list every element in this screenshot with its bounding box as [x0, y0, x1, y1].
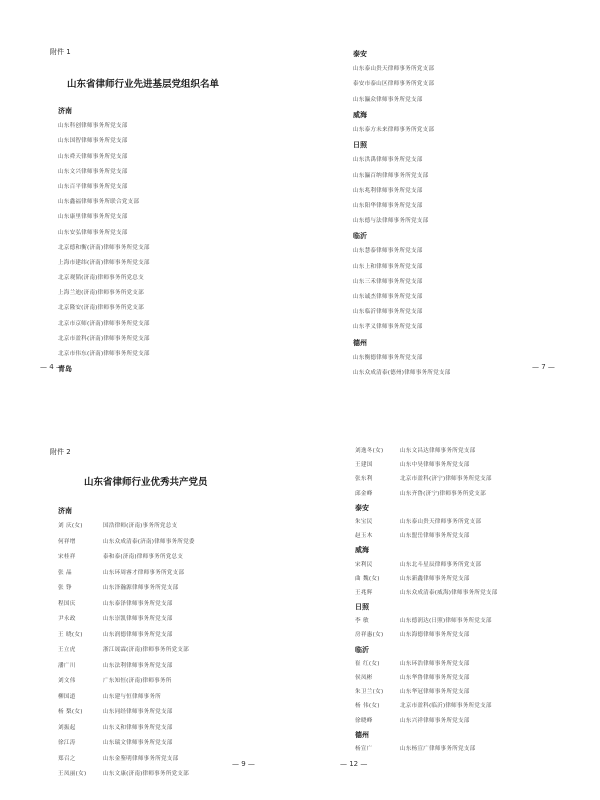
org-item: 山东瀛百纳律师事务所党支部 [353, 172, 429, 179]
member-name: 朱宝民 [355, 518, 373, 525]
member-row [355, 515, 497, 529]
org-list [353, 47, 450, 381]
org-item: 北京市伟东(济南)律师事务所党支部 [58, 351, 150, 357]
org-item: 山东瀛众律师事务所党支部 [353, 96, 423, 103]
member-org: 山东北斗星辰律师事务所党支部 [400, 561, 482, 568]
member-row [355, 742, 497, 756]
member-row [58, 597, 195, 613]
member-row [58, 705, 195, 721]
member-org: 山东瑞文律师事务所党支部 [103, 740, 173, 747]
member-row [355, 586, 497, 600]
page-title: 山东省律师行业先进基层党组织名单 [67, 79, 220, 90]
member-org: 山东润德律师事务所党支部 [103, 631, 173, 638]
member-row [355, 572, 497, 586]
member-org: 山东众成清泰(威海)律师事务所党支部 [400, 589, 498, 596]
attachment-label: 附件 1 [50, 48, 71, 56]
page-9 [0, 400, 300, 800]
member-row [58, 550, 195, 566]
member-name: 邱金峰 [355, 490, 373, 497]
member-row [58, 535, 195, 551]
attachment-label: 附件 2 [50, 448, 71, 456]
org-item: 山东兆利律师事务所党支部 [353, 187, 423, 194]
org-item: 山东三禾律师事务所党支部 [353, 278, 423, 285]
member-name: 王 晓(女) [58, 631, 83, 638]
page-number: — 4 — [40, 363, 63, 371]
member-name: 李 敏 [355, 618, 369, 625]
member-name: 何祥增 [58, 538, 76, 545]
region-heading: 日照 [353, 141, 367, 150]
org-item: 山东德与法律师事务所党支部 [353, 218, 429, 225]
member-org: 泰和泰(济南)律师事务所党总支 [103, 554, 184, 561]
member-list [58, 504, 195, 783]
member-org: 国浩律师(济南)事务所党总支 [103, 523, 178, 530]
member-org: 山东金鉴明律师事务所党支部 [103, 755, 179, 762]
member-org: 山东齐鲁(济宁)律师事务所党支部 [400, 490, 486, 497]
member-row [58, 566, 195, 582]
org-item: 山东临沂律师事务所党支部 [353, 309, 423, 316]
member-org: 山东华鲁律师事务所党支部 [400, 675, 470, 681]
member-name: 宋利民 [355, 561, 373, 568]
org-item: 上海兰迪(济南)律师事务所党支部 [58, 290, 144, 297]
member-row [58, 721, 195, 737]
member-org: 北京市盈科(临沂)律师事务所党支部 [400, 703, 492, 710]
member-org: 山东文康(济南)律师事务所党支部 [103, 771, 189, 778]
member-row [58, 612, 195, 628]
member-name: 潘广川 [58, 662, 76, 669]
member-org: 山东众成清泰(济南)律师事务所党委 [103, 538, 195, 545]
page-title: 山东省律师行业优秀共产党员 [84, 477, 208, 488]
org-item: 泰安市泰山区律师事务所党支部 [353, 81, 435, 88]
member-row [355, 529, 497, 543]
region-heading: 泰安 [355, 503, 369, 512]
member-org: 广东知恒(济南)律师事务所 [103, 678, 172, 685]
org-item: 山东百平律师事务所党支部 [58, 183, 128, 190]
region-heading: 德州 [353, 338, 367, 347]
member-row [58, 736, 195, 752]
org-item: 山东文兴律师事务所党支部 [58, 168, 128, 175]
page-number: — 7 — [532, 363, 555, 371]
org-item: 山东泰方未来律师事务所党支部 [353, 126, 435, 133]
member-org: 山东泰山贵天律师事务所党支部 [400, 518, 482, 525]
member-org: 山东义和律师事务所党支部 [103, 724, 173, 731]
org-item: 山东慧泰律师事务所党支部 [353, 248, 423, 255]
member-row [355, 558, 497, 572]
org-item: 山东安弘律师事务所党支部 [58, 229, 128, 236]
org-item: 北京观韬(济南)律师事务所党总支 [58, 275, 144, 282]
member-org: 山东环浩律师事务所党支部 [400, 660, 470, 667]
region-heading: 泰安 [353, 50, 367, 58]
member-name: 郑召之 [58, 755, 76, 762]
member-org: 山东文昌达律师事务所党支部 [400, 448, 476, 454]
member-row [355, 628, 497, 642]
member-name: 王立虎 [58, 647, 76, 654]
org-item: 上海市建纬(济南)律师事务所党支部 [58, 259, 150, 266]
member-name: 房祥惠(女) [355, 632, 384, 639]
page-12 [300, 400, 600, 800]
org-item: 山东国智律师事务所党支部 [58, 138, 128, 145]
region-heading: 日照 [355, 603, 369, 612]
member-row [58, 628, 195, 644]
region-heading: 临沂 [355, 645, 369, 654]
org-item: 北京市盈科(济南)律师事务所党支部 [58, 335, 150, 342]
member-org: 山东法利律师事务所党支部 [103, 662, 173, 669]
member-name: 王兆辉 [355, 589, 373, 596]
org-item: 山东泰山贵天律师事务所党支部 [353, 66, 435, 73]
member-name: 崔 红(女) [355, 660, 380, 667]
member-row [58, 674, 195, 690]
member-row [58, 581, 195, 597]
member-row [58, 643, 195, 659]
member-name: 柳国道 [58, 693, 76, 700]
region-heading: 临沂 [353, 232, 367, 241]
member-name: 刘逸冬(女) [355, 448, 384, 454]
member-name: 张东利 [355, 476, 373, 483]
member-row [355, 458, 497, 472]
member-name: 徐江涛 [58, 740, 76, 747]
region-heading: 青岛 [58, 365, 72, 374]
member-row [355, 614, 497, 628]
member-name: 程国庆 [58, 600, 76, 607]
page-number: — 12 — [340, 760, 368, 768]
org-item: 山东众成清泰(德州)律师事务所党支部 [353, 369, 451, 376]
org-item: 北京德和衡(济南)律师事务所党支部 [58, 244, 150, 251]
org-item: 山东阳华律师事务所党支部 [353, 202, 423, 209]
member-row [355, 444, 497, 458]
member-org: 山东建与恒律师事务所 [103, 693, 161, 700]
member-org: 山东兴祥律师事务所党支部 [400, 717, 470, 724]
org-item: 山东诚杰律师事务所党支部 [353, 294, 423, 300]
member-org: 山东杨宣广律师事务所党支部 [400, 745, 476, 752]
page-7 [300, 0, 600, 400]
member-row [58, 767, 195, 783]
member-org: 山东泽瀚源律师事务所党支部 [103, 585, 179, 592]
member-row [355, 657, 497, 671]
member-org: 山东德润达(日照)律师事务所党支部 [400, 618, 492, 625]
member-name: 刘文伟 [58, 678, 76, 685]
member-name: 曲 魏(女) [355, 575, 380, 582]
member-name: 刘振起 [58, 724, 76, 731]
member-org: 山东盟岳律师事务所党支部 [400, 533, 470, 540]
page-4 [0, 0, 300, 400]
region-heading: 济南 [58, 107, 72, 115]
member-org: 山东新鑫律师事务所党支部 [400, 575, 470, 582]
org-item: 北京市京师(济南)律师事务所党支部 [58, 320, 150, 327]
org-item: 山东衡德律师事务所党支部 [353, 354, 423, 361]
member-name: 张 晶 [58, 569, 72, 576]
page-number: — 9 — [232, 760, 255, 768]
member-row [355, 472, 497, 486]
member-row [355, 699, 497, 713]
org-item: 山东洪禹律师事务所党支部 [353, 157, 423, 164]
member-name: 刘 庆(女) [58, 523, 83, 530]
member-name: 宋桂祥 [58, 554, 76, 561]
member-name: 赵玉木 [355, 533, 373, 540]
org-item: 北京隆安(济南)律师事务所党支部 [58, 305, 144, 312]
member-name: 张 铮 [58, 585, 72, 592]
org-item: 山东舜天律师事务所党支部 [58, 153, 128, 160]
member-org: 山东泰泽律师事务所党支部 [103, 600, 173, 607]
member-org: 北京市盈科(济宁)律师事务所党支部 [400, 476, 492, 483]
member-row [58, 519, 195, 535]
member-list [355, 444, 497, 756]
member-row [58, 659, 195, 675]
member-row [355, 714, 497, 728]
member-org: 山东海德律师事务所党支部 [400, 632, 470, 639]
org-item: 山东孝义律师事务所党支部 [353, 324, 423, 331]
member-name: 王凤丽(女) [58, 771, 87, 778]
org-item: 山东上和律师事务所党支部 [353, 263, 423, 270]
member-org: 山东中昊律师事务所党支部 [400, 462, 470, 469]
member-row [355, 487, 497, 501]
region-heading: 威海 [355, 546, 369, 555]
member-name: 尹永政 [58, 616, 76, 623]
member-org: 山东华冠律师事务所党支部 [400, 689, 470, 696]
member-name: 王建国 [355, 462, 373, 469]
region-heading: 德州 [355, 730, 369, 739]
region-heading: 济南 [58, 507, 72, 515]
member-row [58, 752, 195, 768]
org-item: 山东康里律师事务所党支部 [58, 214, 128, 221]
region-heading: 威海 [353, 110, 367, 119]
member-name: 杨宣广 [355, 745, 373, 752]
member-row [355, 685, 497, 699]
member-name: 杨 伟(女) [355, 703, 380, 710]
member-name: 朱卫兰(女) [355, 689, 384, 696]
member-name: 侯凤彬 [355, 675, 373, 681]
member-org: 山东崇凯律师事务所党支部 [103, 616, 173, 623]
member-name: 杨 梨(女) [58, 709, 83, 716]
org-item: 山东科创律师事务所党支部 [58, 123, 128, 130]
org-list [58, 104, 150, 377]
member-row [355, 671, 497, 685]
member-row [58, 690, 195, 706]
member-org: 山东环周睿才律师事务所党支部 [103, 569, 185, 576]
member-org: 浙江晟霖(济南)律师事务所党支部 [103, 647, 189, 654]
org-item: 山东鑫福律师事务所联合党支部 [58, 199, 140, 206]
member-name: 徐晓峰 [355, 717, 373, 724]
member-org: 山东同经律师事务所党支部 [103, 709, 173, 716]
